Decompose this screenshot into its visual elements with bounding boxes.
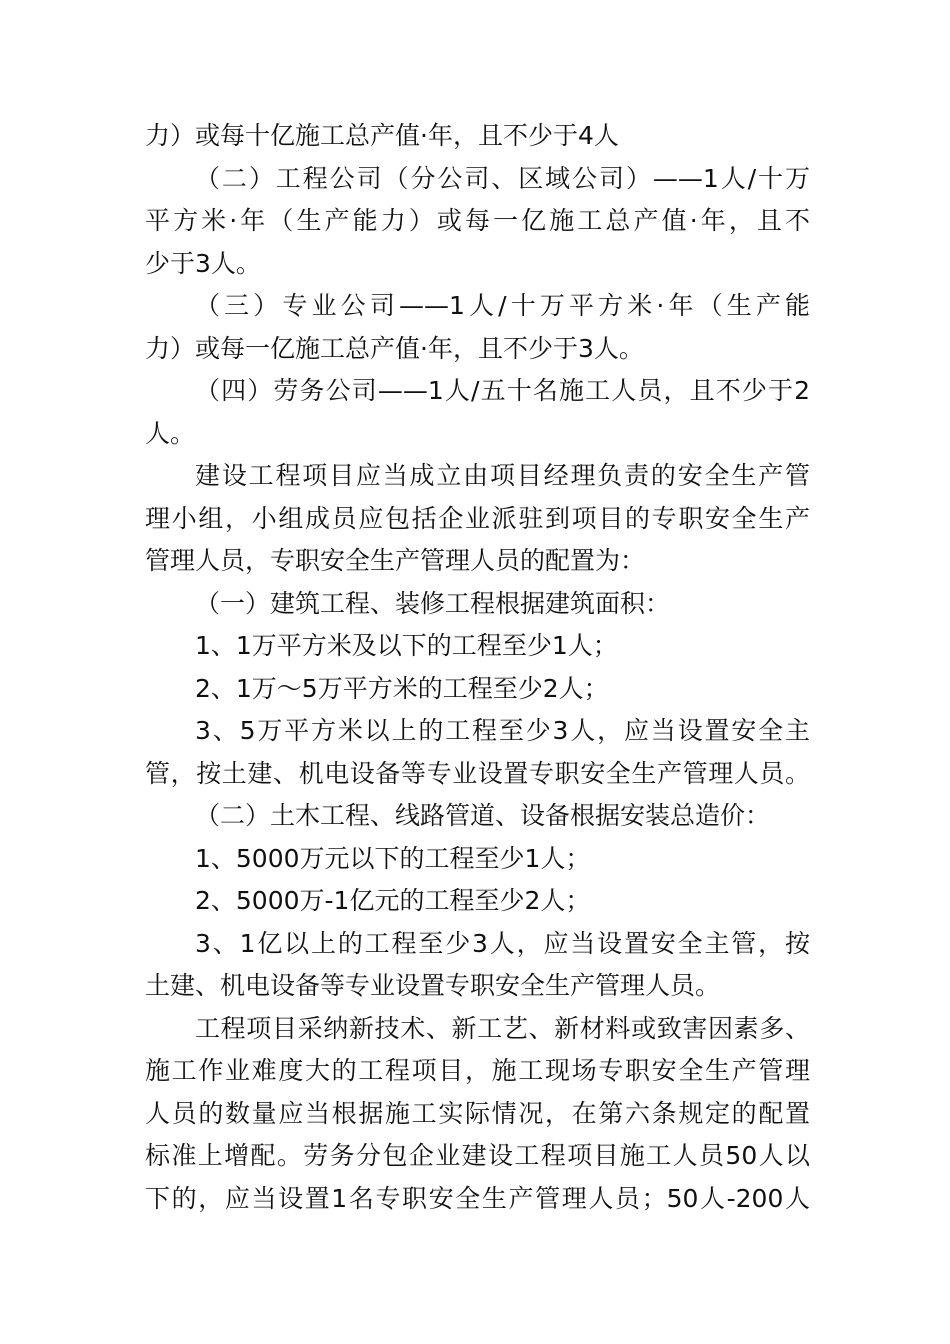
text-line: 1、1万平方米及以下的工程至少1人； [195,631,618,660]
text-line: 建设工程项目应当成立由项目经理负责的安全生产管 [195,461,810,490]
document-body [145,115,810,1220]
text-line: 少于3人。 [145,248,261,278]
text-line: 3、5万平方米以上的工程至少3人，应当设置安全主 [195,716,810,745]
text-line: 力）或每一亿施工总产值·年，且不少于3人。 [145,333,644,363]
text-line: 管，按土建、机电设备等专业设置专职安全生产管理人员。 [145,758,810,788]
text-line: 平方米·年（生产能力）或每一亿施工总产值·年，且不 [145,206,810,235]
text-line: 2、1万～5万平方米的工程至少2人； [195,673,609,703]
text-line: 工程项目采纳新技术、新工艺、新材料或致害因素多、 [195,1013,810,1043]
text-line: 人。 [145,418,196,448]
text-line: 下的，应当设置1名专职安全生产管理人员；50人-200人 [145,1183,810,1213]
text-line: 管理人员，专职安全生产管理人员的配置为： [145,546,646,575]
text-line: 施工作业难度大的工程项目，施工现场专职安全生产管理 [145,1056,810,1085]
text-line: （三）专业公司——1人/十万平方米·年（生产能 [195,291,810,320]
text-line: 1、5000万元以下的工程至少1人； [195,843,591,873]
text-line: （二）土木工程、线路管道、设备根据安装总造价： [195,801,771,830]
text-line: 3、1亿以上的工程至少3人，应当设置安全主管，按 [195,928,810,958]
text-line: 理小组，小组成员应包括企业派驻到项目的专职安全生产 [145,503,810,533]
text-line: 人员的数量应当根据施工实际情况，在第六条规定的配置 [145,1098,810,1128]
text-line: 2、5000万-1亿元的工程至少2人； [195,886,591,915]
text-line: 土建、机电设备等专业设置专职安全生产管理人员。 [145,971,721,1000]
text-line: 力）或每十亿施工总产值·年，且不少于4人 [145,121,619,150]
text-line: （四）劳务公司——1人/五十名施工人员，且不少于2 [195,376,810,405]
text-line: （一）建筑工程、装修工程根据建筑面积： [195,588,671,618]
text-line: 标准上增配。劳务分包企业建设工程项目施工人员50人以 [145,1141,810,1170]
text-line: （二）工程公司（分公司、区域公司）——1人/十万 [195,163,810,193]
